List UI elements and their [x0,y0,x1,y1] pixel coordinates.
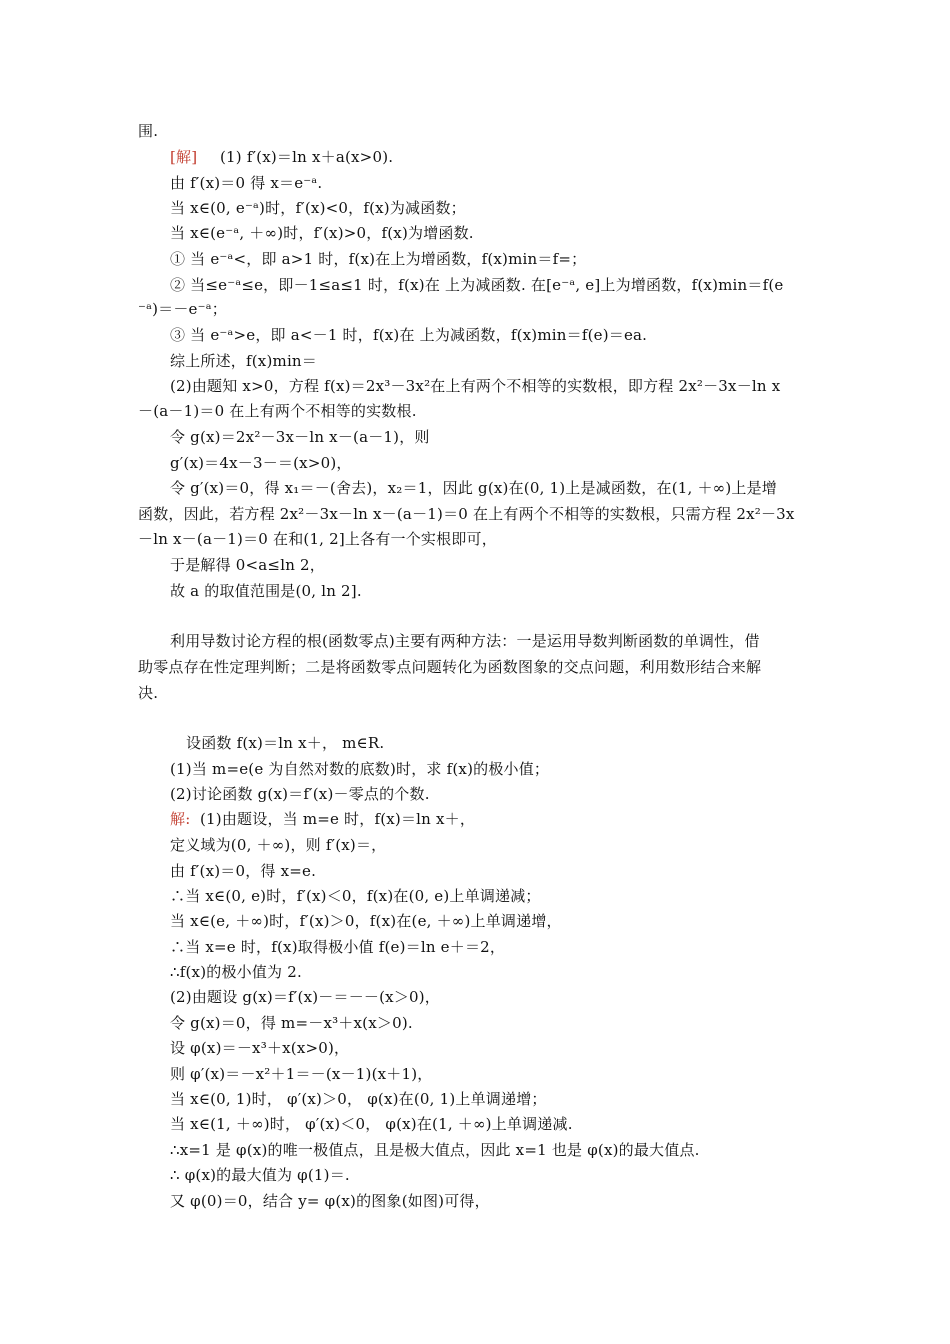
text-line: 解: [170,810,191,828]
text-line: 令 g′(x)＝0，得 x₁＝－(舍去)，x₂＝1，因此 g(x)在(0, 1)上是减函数，在(1, ＋∞)上是增 [170,479,777,497]
text-line: 于是解得 0<a≤ln 2， [170,556,325,574]
text-line: 由 f′(x)＝0，得 x=e. [170,862,317,880]
text-line: 由 f′(x)＝0 得 x＝e⁻ᵃ. [170,174,323,192]
text-line: (1)当 m=e(e 为自然对数的底数)时，求 f(x)的极小值； [170,760,550,778]
text-line: 当 x∈(e, ＋∞)时，f′(x)＞0，f(x)在(e, ＋∞)上单调递增， [170,912,562,930]
text-line: (2)由题设 g(x)＝f′(x)－＝－－(x＞0)， [170,988,441,1006]
text-line: ① 当 e⁻ᵃ<，即 a>1 时，f(x)在上为增函数，f(x)min＝f=； [170,250,587,268]
text-line: －(a－1)＝0 在上有两个不相等的实数根. [138,402,417,420]
text-line: (1)由题设，当 m=e 时，f(x)＝ln x＋， [200,810,476,828]
text-line: 令 g(x)＝2x²－3x－ln x－(a－1)，则 [170,428,430,446]
text-line: 故 a 的取值范围是(0, ln 2]. [170,582,362,600]
text-line: 当 x∈(1, ＋∞)时， φ′(x)＜0， φ(x)在(1, ＋∞)上单调递减. [170,1115,573,1133]
text-line: ∴当 x=e 时，f(x)取得极小值 f(e)＝ln e＋＝2， [170,938,506,956]
text-line: 设函数 f(x)＝ln x＋， m∈R. [186,734,385,752]
text-line: 则 φ′(x)＝－x²＋1＝－(x－1)(x＋1)， [170,1065,433,1083]
text-line: 当 x∈(0, e⁻ᵃ)时，f′(x)<0，f(x)为减函数； [170,199,466,217]
text-line: ③ 当 e⁻ᵃ>e，即 a<－1 时，f(x)在 上为减函数，f(x)min＝f(e)＝ea. [170,326,648,344]
text-line: (1) f′(x)＝ln x＋a(x>0). [220,148,394,166]
text-line: ∴当 x∈(0, e)时，f′(x)＜0，f(x)在(0, e)上单调递减； [170,887,541,905]
text-line: ⁻ᵃ)＝－e⁻ᵃ； [138,300,227,318]
text-line: (2)讨论函数 g(x)＝f′(x)－零点的个数. [170,785,430,803]
text-line: ∴ φ(x)的最大值为 φ(1)＝. [170,1166,350,1184]
text-line: 利用导数讨论方程的根(函数零点)主要有两种方法：一是运用导数判断函数的单调性，借 [170,632,760,650]
text-line: ∴x=1 是 φ(x)的唯一极值点，且是极大值点，因此 x=1 也是 φ(x)的最大值点. [170,1141,700,1159]
text-line: 函数，因此，若方程 2x²－3x－ln x－(a－1)＝0 在上有两个不相等的实数根，只需方程 2x²－3x [138,505,795,523]
text-line: 当 x∈(e⁻ᵃ, ＋∞)时，f′(x)>0，f(x)为增函数. [170,224,474,242]
text-line: g′(x)＝4x－3－＝(x>0)， [170,454,352,472]
text-line: 当 x∈(0, 1)时， φ′(x)＞0， φ(x)在(0, 1)上单调递增； [170,1090,547,1108]
text-line: 综上所述，f(x)min＝ [170,352,317,370]
text-line: 决. [138,684,159,702]
text-line: ∴f(x)的极小值为 2. [170,963,302,981]
text-line: 定义域为(0, ＋∞)，则 f′(x)＝， [170,836,387,854]
text-line: 又 φ(0)＝0，结合 y= φ(x)的图象(如图)可得， [170,1192,490,1210]
text-line: 助零点存在性定理判断；二是将函数零点问题转化为函数图象的交点问题，利用数形结合来解 [138,658,762,676]
text-line: 设 φ(x)＝－x³＋x(x>0)， [170,1039,350,1057]
text-line: (2)由题知 x>0，方程 f(x)＝2x³－3x²在上有两个不相等的实数根，即方程 2x²－3x－ln x [170,377,781,395]
text-line: 围. [138,122,159,140]
text-line: [解] [170,148,198,166]
text-line: －ln x－(a－1)＝0 在和(1, 2]上各有一个实根即可， [138,530,497,548]
text-line: 令 g(x)＝0，得 m=－x³＋x(x＞0). [170,1014,413,1032]
text-line: ② 当≤e⁻ᵃ≤e，即－1≤a≤1 时，f(x)在 上为减函数. 在[e⁻ᵃ, e]上为增函数，f(x)min＝f(e [170,276,784,294]
